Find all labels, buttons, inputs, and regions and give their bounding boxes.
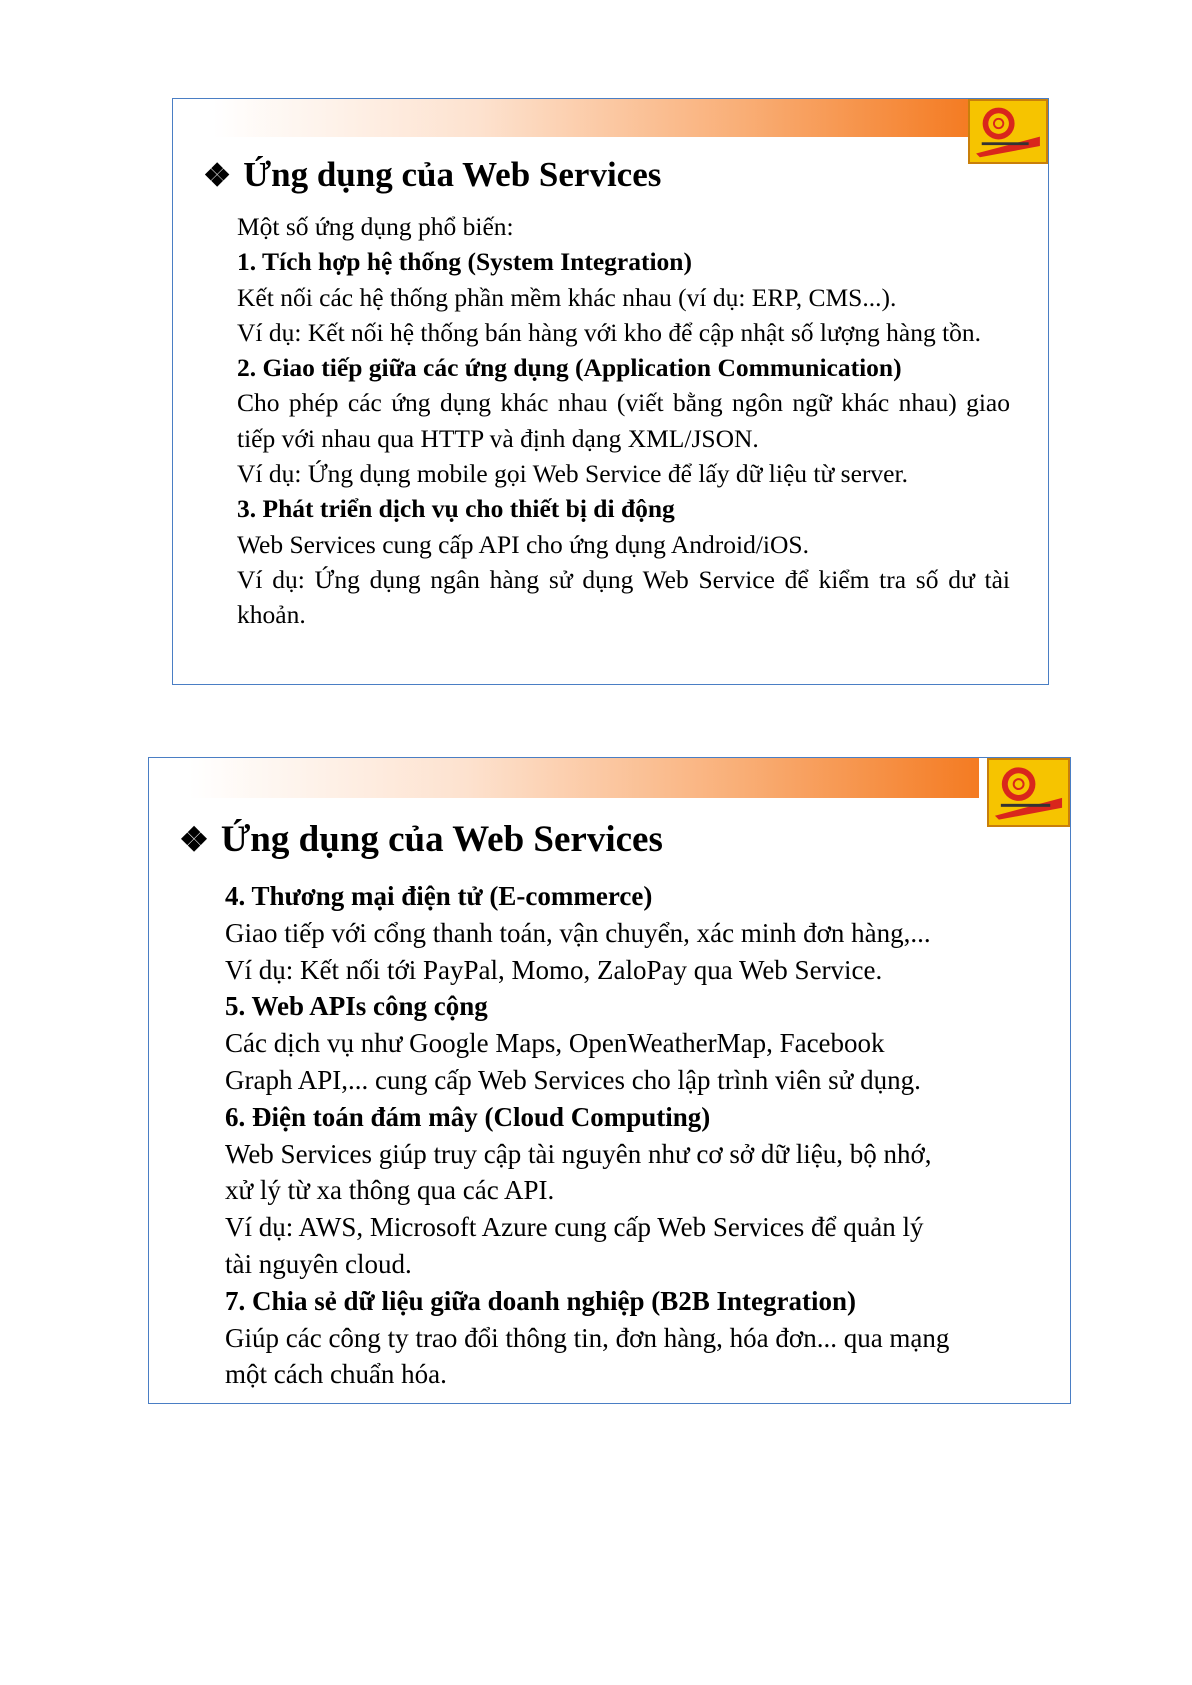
university-logo-icon bbox=[987, 758, 1070, 827]
text-line: xử lý từ xa thông qua các API. bbox=[225, 1175, 555, 1206]
text-line: Ví dụ: Kết nối hệ thống bán hàng với kho để cập nhật số lượng hàng tồn. bbox=[237, 317, 982, 347]
section-heading: 7. Chia sẻ dữ liệu giữa doanh nghiệp (B2B Integration) bbox=[225, 1285, 857, 1316]
text-line: Graph API,... cung cấp Web Services cho lập trình viên sử dụng. bbox=[225, 1064, 921, 1095]
slide-2 bbox=[148, 757, 1071, 1404]
slide-body bbox=[237, 209, 1010, 633]
slide-title: ❖ Ứng dụng của Web Services bbox=[203, 155, 662, 194]
text-line: Các dịch vụ như Google Maps, OpenWeatherMap, Facebook bbox=[225, 1028, 885, 1059]
slide-1 bbox=[172, 98, 1049, 685]
header-gradient-bar bbox=[189, 758, 979, 798]
section-heading: 6. Điện toán đám mây (Cloud Computing) bbox=[225, 1101, 711, 1132]
text-line: Web Services cung cấp API cho ứng dụng Android/iOS. bbox=[237, 529, 809, 559]
slide-title: ❖ Ứng dụng của Web Services bbox=[179, 819, 663, 860]
slide-body bbox=[225, 878, 1061, 1393]
section-heading: 1. Tích hợp hệ thống (System Integration) bbox=[237, 247, 692, 277]
text-line: tài nguyên cloud. bbox=[225, 1248, 412, 1279]
header-gradient-bar bbox=[213, 99, 970, 137]
section-heading: 4. Thương mại điện tử (E-commerce) bbox=[225, 881, 653, 911]
text-line: Cho phép các ứng dụng khác nhau (viết bằng ngôn ngữ khác nhau) giao tiếp với nhau qua HTTP và định dạng XML/JSON. bbox=[237, 388, 1010, 453]
diamond-bullet-icon: ❖ bbox=[179, 822, 209, 859]
text-line: Ví dụ: Ứng dụng mobile gọi Web Service để lấy dữ liệu từ server. bbox=[237, 459, 908, 489]
diamond-bullet-icon: ❖ bbox=[203, 158, 232, 193]
text-line: Ví dụ: AWS, Microsoft Azure cung cấp Web Services để quản lý bbox=[225, 1212, 924, 1243]
text-line: Ví dụ: Kết nối tới PayPal, Momo, ZaloPay qua Web Service. bbox=[225, 954, 883, 985]
text-line: Web Services giúp truy cập tài nguyên như cơ sở dữ liệu, bộ nhớ, bbox=[225, 1138, 932, 1169]
text-line: một cách chuẩn hóa. bbox=[225, 1359, 447, 1390]
text-line: Một số ứng dụng phổ biến: bbox=[237, 212, 514, 241]
university-logo-icon bbox=[968, 99, 1048, 164]
section-heading: 3. Phát triển dịch vụ cho thiết bị di động bbox=[237, 494, 675, 524]
text-line: Giúp các công ty trao đổi thông tin, đơn hàng, hóa đơn... qua mạng bbox=[225, 1322, 950, 1353]
text-line: Kết nối các hệ thống phần mềm khác nhau (ví dụ: ERP, CMS...). bbox=[237, 282, 897, 312]
text-line: Giao tiếp với cổng thanh toán, vận chuyển, xác minh đơn hàng,... bbox=[225, 917, 931, 948]
text-line: Ví dụ: Ứng dụng ngân hàng sử dụng Web Service để kiểm tra số dư tài khoản. bbox=[237, 564, 1010, 630]
section-heading: 2. Giao tiếp giữa các ứng dụng (Application Communication) bbox=[237, 353, 902, 383]
section-heading: 5. Web APIs công cộng bbox=[225, 991, 488, 1022]
